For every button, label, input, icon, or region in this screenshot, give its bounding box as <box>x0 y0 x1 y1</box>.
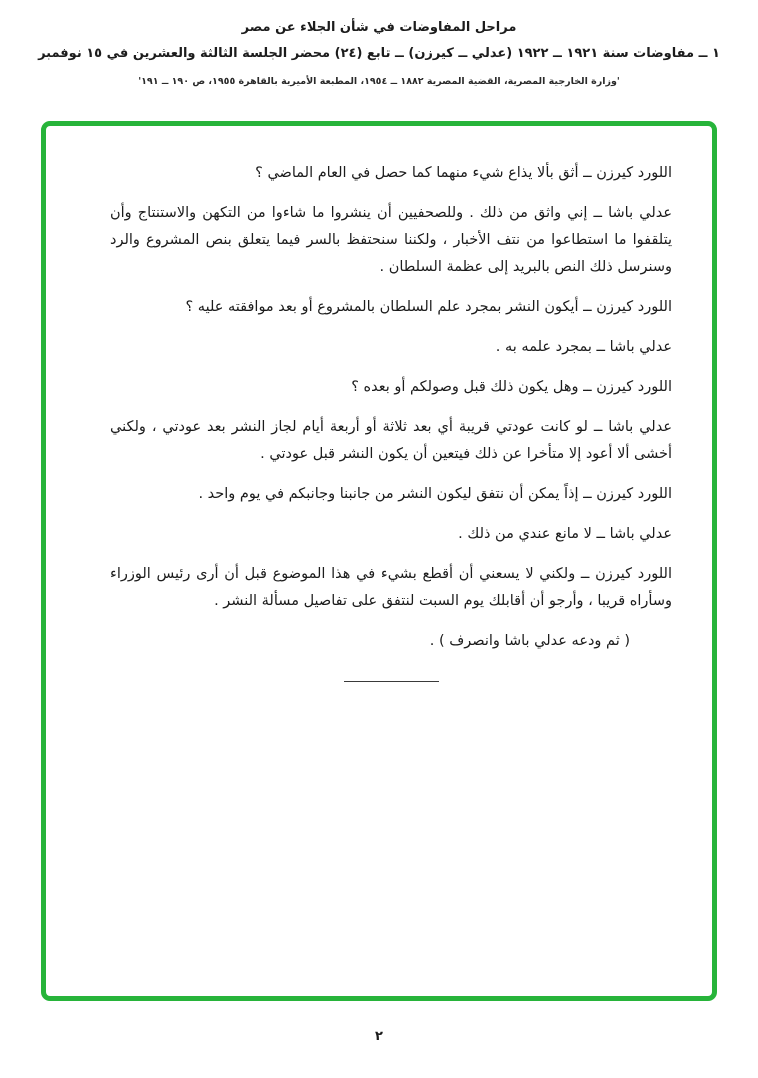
section-divider <box>344 681 439 682</box>
dialogue-paragraph: اللورد كيرزن ــ أثق بألا يذاع شيء منهما كما حصل في العام الماضي ؟ <box>255 165 672 181</box>
dialogue-paragraph: عدلي باشا ــ إني واثق من ذلك . وللصحفيين أن ينشروا ما شاءوا من التكهن والاستنتاج وأن يتلقفوا ما استطاعوا من نتف الأخبار ، ولكننا سنحتفظ بالسر فيما يتعلق بنص المشروع والرد وسنرسل ذلك النص بالبريد إلى عظمة السلطان . <box>110 205 672 275</box>
dialogue-paragraph: اللورد كيرزن ــ إذاً يمكن أن نتفق ليكون النشر من جانبنا وجانبكم في يوم واحد . <box>198 486 672 502</box>
dialogue-paragraph: اللورد كيرزن ــ ولكني لا يسعني أن أقطع بشيء في هذا الموضوع قبل أن أرى رئيس الوزراء وسأراه قريبا ، وأرجو أن أقابلك يوم السبت لنتفق على تفاصيل مسألة النشر . <box>110 566 672 609</box>
closing-line: ( ثم ودعه عدلي باشا وانصرف ) . <box>429 633 630 649</box>
dialogue-paragraph: اللورد كيرزن ــ وهل يكون ذلك قبل وصولكم أو بعده ؟ <box>351 379 672 395</box>
dialogue-paragraph: عدلي باشا ــ لو كانت عودتي قريبة أي بعد ثلاثة أو أربعة أيام لجاز النشر بعد عودتي ، ولكني أخشى ألا أعود إلا متأخرا عن ذلك فيتعين أن يكون النشر قبل عودتي . <box>110 419 672 462</box>
page-title: مراحل المفاوضات في شأن الجلاء عن مصر <box>241 20 517 35</box>
dialogue-paragraph: عدلي باشا ــ لا مانع عندي من ذلك . <box>458 526 672 542</box>
document-header <box>0 0 758 87</box>
source-citation: 'وزارة الخارجية المصرية، القضية المصرية ١٨٨٢ ــ ١٩٥٤، المطبعة الأميرية بالقاهرة ١٩٥٥، ص ١٩٠ ــ ١٩١' <box>138 76 620 87</box>
dialogue-paragraph: اللورد كيرزن ــ أيكون النشر بمجرد علم السلطان بالمشروع أو بعد موافقته عليه ؟ <box>185 299 672 315</box>
highlighted-text-box <box>41 121 717 1001</box>
dialogue-paragraph: عدلي باشا ــ بمجرد علمه به . <box>495 339 672 355</box>
page-subtitle: ١ ــ مفاوضات سنة ١٩٢١ ــ ١٩٢٢ (عدلي ــ كيرزن) ــ تابع (٢٤) محضر الجلسة الثالثة والعشرين في ١٥ نوفمبر <box>38 46 720 61</box>
page-number: ٢ <box>375 1029 383 1044</box>
